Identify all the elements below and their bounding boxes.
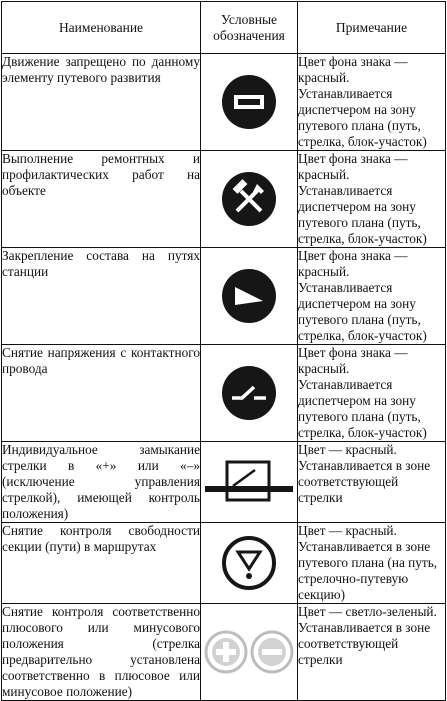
table-row [2, 604, 446, 701]
table-row [2, 54, 446, 151]
red-circle-open-switch-icon [221, 365, 277, 421]
table-header-row [2, 2, 446, 54]
header-note: Примечание [298, 2, 446, 54]
circle-triangle-warning-icon [221, 535, 277, 591]
switch-lock-box-icon [203, 456, 295, 508]
row-note: Цвет фона знака — красный. Устанавливается диспетчером на зону путевого плана (путь, стрелка, блок-участок) [298, 151, 446, 248]
signs-table [1, 1, 446, 701]
light-green-plus-minus-circles-icon [203, 628, 295, 676]
row-name: Движение запрещено по данному элементу путевого развития [2, 54, 201, 151]
header-name: Наименование [2, 2, 201, 54]
red-circle-no-entry-bar-icon [221, 74, 277, 130]
row-name: Выполнение ремонтных и профилактических работ на объекте [2, 151, 201, 248]
row-note: Цвет фона знака — красный. Устанавливается диспетчером на зону путевого плана (путь, стрелка, блок-участок) [298, 345, 446, 442]
row-name: Снятие контроля соответственно плюсового или минусового положения (стрелка предварительно установлена соответственно в плюсовое или минусовое положение) [2, 604, 200, 699]
table-row [2, 248, 446, 345]
table-row [2, 442, 446, 523]
header-symbol: Условные обозначения [201, 2, 298, 54]
row-name: Снятие контроля свободности секции (пути) в маршрутах [2, 523, 201, 604]
row-name: Снятие напряжения с контактного провода [2, 345, 201, 442]
row-note: Цвет фона знака — красный. Устанавливается диспетчером на зону путевого плана (путь, стрелка, блок-участок) [298, 54, 446, 151]
row-note: Цвет фона знака — красный. Устанавливается диспетчером на зону путевого плана (путь, стрелка, блок-участок) [298, 248, 446, 345]
row-name: Закрепление состава на путях станции [2, 248, 201, 345]
row-note: Цвет — красный. Устанавливается в зоне соответствующей стрелки [298, 442, 446, 523]
row-note: Цвет — светло-зеленый. Устанавливается в зоне соответствующей стрелки [298, 604, 446, 701]
row-note: Цвет — красный. Устанавливается в зоне путевого плана (на путь, стрелочно-путевую секцию) [298, 523, 446, 604]
row-name: Индивидуальное замыкание стрелки в «+» или «–» (исключение управления стрелкой), имеющей контроль положения) [2, 442, 200, 521]
table-row [2, 523, 446, 604]
table-row [2, 345, 446, 442]
red-circle-wheel-chock-icon [221, 268, 277, 324]
table-row [2, 151, 446, 248]
red-circle-crossed-hammer-wrench-icon [221, 171, 277, 227]
